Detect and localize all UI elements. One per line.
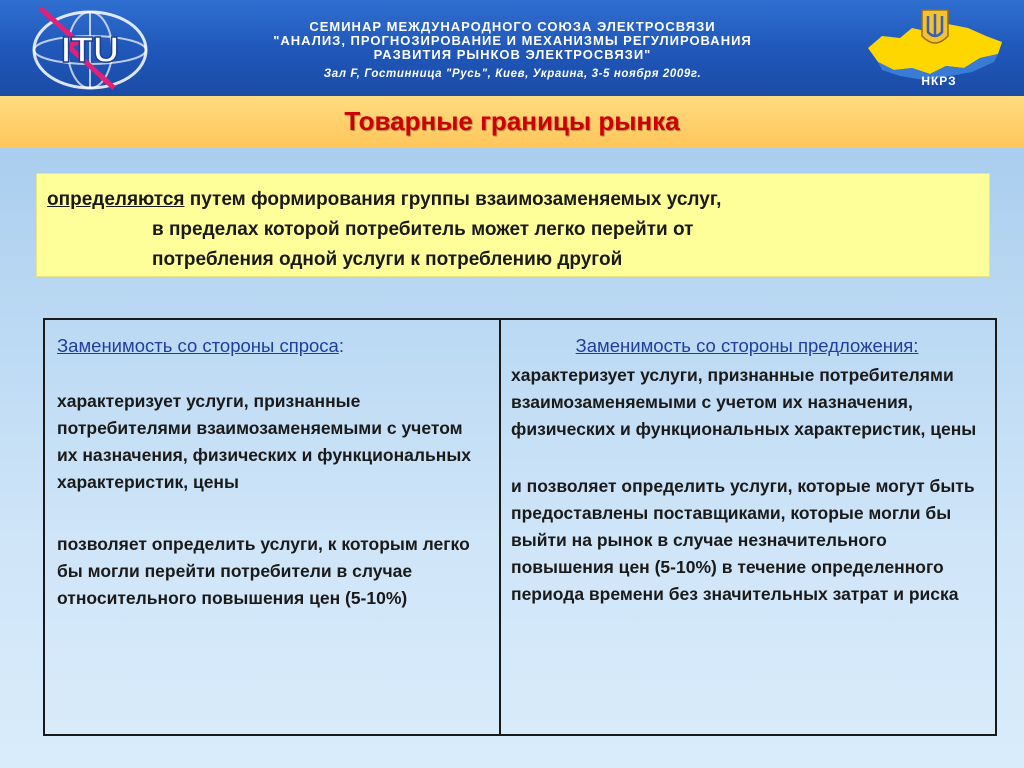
- definition-line-1: [47, 185, 979, 215]
- supply-side-column: [501, 320, 995, 734]
- seminar-line-1: СЕМИНАР МЕЖДУНАРОДНОГО СОЮЗА ЭЛЕКТРОСВЯЗИ: [309, 19, 716, 34]
- seminar-venue: Зал F, Гостинница "Русь", Киев, Украина, 3-5 ноября 2009г.: [323, 68, 702, 80]
- title-band: [0, 96, 1024, 148]
- slide-title: Товарные границы рынка: [344, 106, 680, 136]
- demand-side-heading-colon: :: [338, 335, 344, 356]
- demand-side-column: [45, 320, 501, 734]
- definition-line-2: в пределах которой потребитель может легко перейти от: [152, 219, 694, 240]
- supply-side-characteristic: характеризует услуги, признанные потребителями взаимозаменяемыми с учетом их назначения, физических и функциональных характеристик, цены: [511, 365, 977, 439]
- definition-box: [36, 173, 990, 277]
- supply-side-heading-text: Заменимость со стороны предложения:: [575, 335, 919, 356]
- seminar-line-3: РАЗВИТИЯ РЫНКОВ ЭЛЕКТРОСВЯЗИ": [373, 47, 652, 62]
- supply-side-purpose: и позволяет определить услуги, которые могут быть предоставлены поставщиками, которые могли бы выйти на рынок в случае незначительного повышения цен (5-10%) в течение определенного периода времени без значительных затрат и риска: [511, 476, 975, 604]
- definition-line-3: потребления одной услуги к потреблению другой: [152, 249, 623, 270]
- demand-side-heading: [57, 332, 487, 360]
- supply-side-heading: [511, 332, 983, 360]
- demand-side-characteristic: характеризует услуги, признанные потребителями взаимозаменяемыми с учетом их назначения, физических и функциональных характеристик, цены: [57, 391, 472, 492]
- itu-logo: [18, 2, 168, 94]
- definition-line-1-text: путем формирования группы взаимозаменяемых услуг,: [184, 189, 722, 210]
- substitutability-table: [43, 318, 997, 736]
- header-banner: [0, 0, 1024, 96]
- demand-side-heading-text: Заменимость со стороны спроса: [57, 335, 339, 356]
- definition-keyword: определяются: [47, 189, 185, 210]
- seminar-header-text: [190, 20, 835, 82]
- demand-side-purpose: позволяет определить услуги, к которым легко бы могли перейти потребители в случае относительного повышения цен (5-10%): [57, 534, 470, 608]
- seminar-line-2: "АНАЛИЗ, ПРОГНОЗИРОВАНИЕ И МЕХАНИЗМЫ РЕГУЛИРОВАНИЯ: [273, 33, 752, 48]
- nkrz-label: НКРЗ: [921, 74, 957, 88]
- itu-logo-text: ITU: [61, 29, 119, 70]
